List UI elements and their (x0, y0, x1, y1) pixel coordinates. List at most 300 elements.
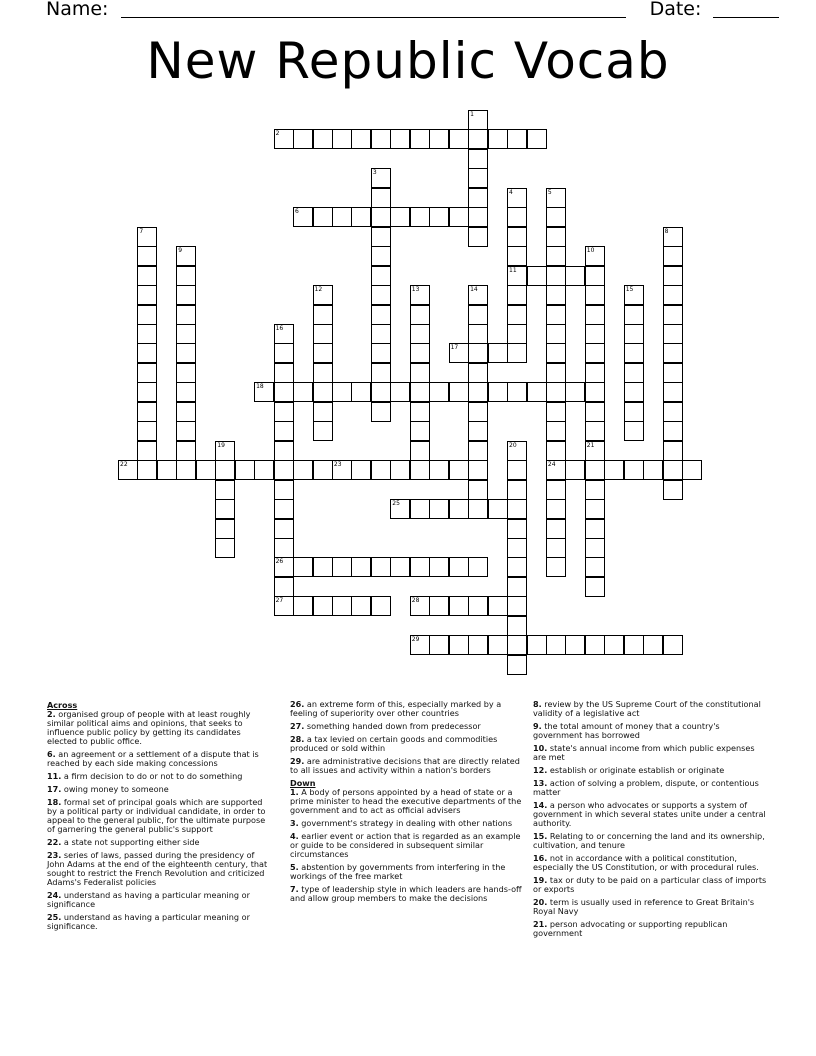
grid-cell[interactable] (585, 324, 605, 344)
grid-cell[interactable] (604, 635, 624, 655)
grid-cell[interactable] (215, 460, 235, 480)
grid-cell[interactable] (546, 343, 566, 363)
grid-cell[interactable] (663, 402, 683, 422)
grid-cell[interactable] (546, 324, 566, 344)
grid-cell[interactable] (351, 557, 371, 577)
grid-cell[interactable] (507, 305, 527, 325)
grid-cell[interactable] (274, 499, 294, 519)
grid-cell[interactable] (371, 168, 391, 188)
grid-cell[interactable] (137, 324, 157, 344)
grid-cell[interactable] (118, 460, 138, 480)
grid-cell[interactable] (410, 402, 430, 422)
grid-cell[interactable] (507, 129, 527, 149)
grid-cell[interactable] (390, 129, 410, 149)
grid-cell[interactable] (585, 402, 605, 422)
grid-cell[interactable] (507, 519, 527, 539)
grid-cell[interactable] (468, 324, 488, 344)
grid-cell[interactable] (274, 402, 294, 422)
grid-cell[interactable] (624, 421, 644, 441)
grid-cell[interactable] (410, 305, 430, 325)
grid-cell[interactable] (585, 635, 605, 655)
grid-cell[interactable] (332, 207, 352, 227)
grid-cell[interactable] (215, 499, 235, 519)
clue-number: 15 (625, 286, 634, 293)
clue-number: 9 (178, 247, 183, 255)
down-heading: Down (290, 778, 316, 788)
grid-cell[interactable] (429, 129, 449, 149)
grid-cell[interactable] (313, 363, 333, 383)
grid-cell[interactable] (624, 635, 644, 655)
grid-cell[interactable] (429, 382, 449, 402)
grid-cell[interactable] (643, 635, 663, 655)
grid-cell[interactable] (410, 635, 430, 655)
grid-cell[interactable] (137, 402, 157, 422)
grid-cell[interactable] (293, 460, 313, 480)
grid-cell[interactable] (546, 285, 566, 305)
grid-cell[interactable] (274, 557, 294, 577)
grid-cell[interactable] (371, 305, 391, 325)
grid-cell[interactable] (313, 402, 333, 422)
grid-cell[interactable] (274, 480, 294, 500)
grid-cell[interactable] (137, 460, 157, 480)
grid-cell[interactable] (585, 266, 605, 286)
grid-cell[interactable] (624, 363, 644, 383)
grid-cell[interactable] (410, 363, 430, 383)
grid-cell[interactable] (332, 557, 352, 577)
grid-cell[interactable] (488, 382, 508, 402)
grid-cell[interactable] (176, 363, 196, 383)
grid-cell[interactable] (390, 557, 410, 577)
grid-cell[interactable] (468, 343, 488, 363)
grid-cell[interactable] (585, 285, 605, 305)
grid-cell[interactable] (449, 382, 469, 402)
grid-cell[interactable] (371, 188, 391, 208)
grid-cell[interactable] (585, 460, 605, 480)
grid-cell[interactable] (507, 382, 527, 402)
grid-cell[interactable] (546, 635, 566, 655)
grid-cell[interactable] (176, 382, 196, 402)
grid-cell[interactable] (293, 596, 313, 616)
grid-cell[interactable] (429, 207, 449, 227)
grid-cell[interactable] (274, 324, 294, 344)
grid-cell[interactable] (624, 382, 644, 402)
grid-cell[interactable] (176, 402, 196, 422)
grid-cell[interactable] (137, 421, 157, 441)
grid-cell[interactable] (371, 207, 391, 227)
grid-cell[interactable] (663, 305, 683, 325)
down-clue-20: 20. term is usually used in reference to Great Britain's Royal Navy (533, 897, 755, 916)
grid-cell[interactable] (137, 382, 157, 402)
grid-cell[interactable] (546, 499, 566, 519)
grid-cell[interactable] (546, 519, 566, 539)
grid-cell[interactable] (176, 460, 196, 480)
grid-cell[interactable] (546, 207, 566, 227)
grid-cell[interactable] (371, 285, 391, 305)
grid-cell[interactable] (527, 129, 547, 149)
grid-cell[interactable] (682, 460, 702, 480)
grid-cell[interactable] (313, 305, 333, 325)
clue-number: 25 (392, 500, 400, 507)
grid-cell[interactable] (137, 227, 157, 247)
grid-cell[interactable] (137, 363, 157, 383)
grid-cell[interactable] (663, 363, 683, 383)
grid-cell[interactable] (507, 655, 527, 675)
grid-cell[interactable] (371, 596, 391, 616)
grid-cell[interactable] (176, 266, 196, 286)
grid-cell[interactable] (371, 382, 391, 402)
clue-number: 23 (333, 461, 342, 469)
grid-cell[interactable] (585, 305, 605, 325)
grid-cell[interactable] (663, 285, 683, 305)
grid-cell[interactable] (546, 227, 566, 247)
grid-cell[interactable] (585, 480, 605, 500)
grid-cell[interactable] (507, 499, 527, 519)
down-clue-8: 8. review by the US Supreme Court of the constitutional validity of a legislative act (533, 699, 761, 718)
grid-cell[interactable] (410, 343, 430, 363)
grid-cell[interactable] (468, 596, 488, 616)
grid-cell[interactable] (663, 343, 683, 363)
date-blank[interactable] (713, 1, 779, 18)
grid-cell[interactable] (332, 460, 352, 480)
clue-number: 26 (275, 558, 284, 566)
down-clue-3: 3. government's strategy in dealing with other nations (290, 818, 513, 828)
grid-cell[interactable] (468, 110, 488, 130)
grid-cell[interactable] (313, 324, 333, 344)
grid-cell[interactable] (137, 343, 157, 363)
grid-cell[interactable] (488, 596, 508, 616)
grid-cell[interactable] (176, 343, 196, 363)
grid-cell[interactable] (624, 285, 644, 305)
grid-cell[interactable] (215, 441, 235, 461)
grid-cell[interactable] (488, 635, 508, 655)
grid-cell[interactable] (663, 382, 683, 402)
grid-cell[interactable] (410, 441, 430, 461)
grid-cell[interactable] (293, 207, 313, 227)
grid-cell[interactable] (527, 635, 547, 655)
clue-number: 27 (275, 597, 284, 605)
grid-cell[interactable] (137, 266, 157, 286)
grid-cell[interactable] (293, 382, 313, 402)
grid-cell[interactable] (546, 305, 566, 325)
grid-cell[interactable] (313, 460, 333, 480)
grid-cell[interactable] (468, 402, 488, 422)
grid-cell[interactable] (468, 499, 488, 519)
grid-cell[interactable] (546, 382, 566, 402)
grid-cell[interactable] (468, 305, 488, 325)
down-clue-5: 5. abstention by governments from interfering in the workings of the free market (290, 862, 506, 881)
grid-cell[interactable] (507, 324, 527, 344)
across-clue-6: 6. an agreement or a settlement of a dispute that is reached by each side making concessions (47, 749, 259, 768)
grid-cell[interactable] (274, 382, 294, 402)
grid-cell[interactable] (507, 616, 527, 636)
grid-cell[interactable] (313, 207, 333, 227)
down-clue-21: 21. person advocating or supporting republican government (533, 919, 728, 938)
across-clue-27: 27. something handed down from predecessor (290, 721, 481, 731)
grid-cell[interactable] (663, 441, 683, 461)
grid-cell[interactable] (215, 519, 235, 539)
grid-cell[interactable] (293, 557, 313, 577)
grid-cell[interactable] (546, 266, 566, 286)
down-clue-13: 13. action of solving a problem, dispute, or contentious matter (533, 778, 759, 797)
grid-cell[interactable] (429, 557, 449, 577)
grid-cell[interactable] (663, 635, 683, 655)
grid-cell[interactable] (332, 596, 352, 616)
name-blank[interactable] (121, 1, 626, 18)
clue-number: 24 (547, 461, 556, 469)
grid-cell[interactable] (507, 557, 527, 577)
grid-cell[interactable] (371, 402, 391, 422)
grid-cell[interactable] (390, 382, 410, 402)
grid-cell[interactable] (390, 460, 410, 480)
grid-cell[interactable] (410, 596, 430, 616)
grid-cell[interactable] (585, 499, 605, 519)
grid-cell[interactable] (274, 441, 294, 461)
grid-cell[interactable] (565, 635, 585, 655)
grid-cell[interactable] (137, 305, 157, 325)
grid-cell[interactable] (663, 421, 683, 441)
grid-cell[interactable] (468, 635, 488, 655)
grid-cell[interactable] (585, 538, 605, 558)
grid-cell[interactable] (663, 227, 683, 247)
grid-cell[interactable] (663, 266, 683, 286)
grid-cell[interactable] (468, 227, 488, 247)
grid-cell[interactable] (624, 324, 644, 344)
grid-cell[interactable] (429, 499, 449, 519)
grid-cell[interactable] (546, 246, 566, 266)
grid-cell[interactable] (546, 557, 566, 577)
grid-cell[interactable] (468, 285, 488, 305)
grid-cell[interactable] (274, 596, 294, 616)
grid-cell[interactable] (488, 499, 508, 519)
grid-cell[interactable] (274, 421, 294, 441)
grid-cell[interactable] (546, 538, 566, 558)
grid-cell[interactable] (410, 324, 430, 344)
grid-cell[interactable] (215, 480, 235, 500)
grid-cell[interactable] (137, 441, 157, 461)
grid-cell[interactable] (643, 460, 663, 480)
grid-cell[interactable] (137, 246, 157, 266)
grid-cell[interactable] (274, 129, 294, 149)
grid-cell[interactable] (565, 460, 585, 480)
grid-cell[interactable] (468, 441, 488, 461)
grid-cell[interactable] (546, 421, 566, 441)
grid-cell[interactable] (507, 538, 527, 558)
grid-cell[interactable] (663, 460, 683, 480)
grid-cell[interactable] (176, 324, 196, 344)
grid-cell[interactable] (585, 441, 605, 461)
grid-cell[interactable] (565, 266, 585, 286)
grid-cell[interactable] (449, 460, 469, 480)
grid-cell[interactable] (507, 635, 527, 655)
down-clue-16: 16. not in accordance with a political constitution, especially the US Constitution, or with procedural rules. (533, 853, 759, 872)
grid-cell[interactable] (351, 596, 371, 616)
grid-cell[interactable] (468, 557, 488, 577)
grid-cell[interactable] (371, 324, 391, 344)
grid-cell[interactable] (254, 460, 274, 480)
grid-cell[interactable] (468, 168, 488, 188)
grid-cell[interactable] (410, 382, 430, 402)
grid-cell[interactable] (371, 363, 391, 383)
grid-cell[interactable] (585, 363, 605, 383)
grid-cell[interactable] (468, 129, 488, 149)
grid-cell[interactable] (410, 421, 430, 441)
grid-cell[interactable] (371, 129, 391, 149)
grid-cell[interactable] (585, 382, 605, 402)
grid-cell[interactable] (254, 382, 274, 402)
clue-number: 21 (586, 441, 595, 449)
grid-cell[interactable] (371, 266, 391, 286)
grid-cell[interactable] (410, 557, 430, 577)
grid-cell[interactable] (565, 382, 585, 402)
grid-cell[interactable] (313, 343, 333, 363)
grid-cell[interactable] (449, 557, 469, 577)
clue-number: 3 (372, 169, 377, 177)
grid-cell[interactable] (468, 421, 488, 441)
grid-cell[interactable] (313, 129, 333, 149)
grid-cell[interactable] (507, 480, 527, 500)
grid-cell[interactable] (332, 382, 352, 402)
clue-number: 19 (217, 441, 225, 449)
grid-cell[interactable] (468, 363, 488, 383)
clue-number: 16 (275, 324, 284, 332)
grid-cell[interactable] (176, 285, 196, 305)
grid-cell[interactable] (351, 382, 371, 402)
grid-cell[interactable] (488, 129, 508, 149)
grid-cell[interactable] (604, 460, 624, 480)
across-clue-25: 25. understand as having a particular meaning or significance. (47, 912, 250, 931)
grid-cell[interactable] (429, 596, 449, 616)
grid-cell[interactable] (663, 246, 683, 266)
grid-cell[interactable] (624, 343, 644, 363)
grid-cell[interactable] (176, 441, 196, 461)
grid-cell[interactable] (313, 382, 333, 402)
grid-cell[interactable] (313, 421, 333, 441)
grid-cell[interactable] (449, 596, 469, 616)
grid-cell[interactable] (585, 557, 605, 577)
grid-cell[interactable] (624, 460, 644, 480)
grid-cell[interactable] (585, 519, 605, 539)
grid-cell[interactable] (351, 460, 371, 480)
grid-cell[interactable] (585, 246, 605, 266)
grid-cell[interactable] (274, 519, 294, 539)
grid-cell[interactable] (449, 635, 469, 655)
down-clue-15: 15. Relating to or concerning the land and its ownership, cultivation, and tenure (533, 831, 765, 850)
grid-cell[interactable] (507, 188, 527, 208)
grid-cell[interactable] (546, 460, 566, 480)
grid-cell[interactable] (429, 635, 449, 655)
grid-cell[interactable] (176, 421, 196, 441)
grid-cell[interactable] (313, 557, 333, 577)
grid-cell[interactable] (313, 596, 333, 616)
grid-cell[interactable] (332, 129, 352, 149)
grid-cell[interactable] (176, 305, 196, 325)
down-clue-14: 14. a person who advocates or supports a system of government in which several states unite under a central authority. (533, 800, 766, 828)
grid-cell[interactable] (663, 480, 683, 500)
grid-cell[interactable] (390, 207, 410, 227)
grid-cell[interactable] (624, 402, 644, 422)
grid-cell[interactable] (507, 266, 527, 286)
grid-cell[interactable] (449, 129, 469, 149)
grid-cell[interactable] (507, 227, 527, 247)
grid-cell[interactable] (274, 460, 294, 480)
grid-cell[interactable] (137, 285, 157, 305)
grid-cell[interactable] (410, 285, 430, 305)
grid-cell[interactable] (196, 460, 216, 480)
grid-cell[interactable] (176, 246, 196, 266)
grid-cell[interactable] (468, 460, 488, 480)
grid-cell[interactable] (468, 480, 488, 500)
grid-cell[interactable] (468, 382, 488, 402)
grid-cell[interactable] (507, 577, 527, 597)
grid-cell[interactable] (449, 499, 469, 519)
grid-cell[interactable] (507, 246, 527, 266)
grid-cell[interactable] (371, 227, 391, 247)
grid-cell[interactable] (390, 499, 410, 519)
grid-cell[interactable] (468, 188, 488, 208)
grid-cell[interactable] (507, 285, 527, 305)
grid-cell[interactable] (410, 460, 430, 480)
grid-cell[interactable] (410, 207, 430, 227)
grid-cell[interactable] (274, 343, 294, 363)
grid-cell[interactable] (546, 441, 566, 461)
grid-cell[interactable] (157, 460, 177, 480)
date-label: Date: (649, 0, 702, 20)
grid-cell[interactable] (235, 460, 255, 480)
grid-cell[interactable] (585, 577, 605, 597)
down-clue-10: 10. state's annual income from which public expenses are met (533, 743, 755, 762)
grid-cell[interactable] (585, 421, 605, 441)
grid-cell[interactable] (546, 188, 566, 208)
grid-cell[interactable] (449, 343, 469, 363)
grid-cell[interactable] (351, 207, 371, 227)
clue-number: 17 (450, 344, 459, 352)
grid-cell[interactable] (546, 363, 566, 383)
grid-cell[interactable] (468, 207, 488, 227)
grid-cell[interactable] (371, 246, 391, 266)
grid-cell[interactable] (410, 499, 430, 519)
grid-cell[interactable] (507, 343, 527, 363)
grid-cell[interactable] (313, 285, 333, 305)
grid-cell[interactable] (410, 129, 430, 149)
grid-cell[interactable] (624, 305, 644, 325)
grid-cell[interactable] (274, 538, 294, 558)
grid-cell[interactable] (507, 596, 527, 616)
grid-cell[interactable] (429, 460, 449, 480)
grid-cell[interactable] (468, 149, 488, 169)
grid-cell[interactable] (663, 324, 683, 344)
grid-cell[interactable] (371, 460, 391, 480)
grid-cell[interactable] (488, 343, 508, 363)
clue-number: 8 (664, 227, 669, 235)
grid-cell[interactable] (371, 343, 391, 363)
grid-cell[interactable] (507, 207, 527, 227)
grid-cell[interactable] (585, 343, 605, 363)
grid-cell[interactable] (274, 363, 294, 383)
grid-cell[interactable] (371, 557, 391, 577)
grid-cell[interactable] (507, 441, 527, 461)
grid-cell[interactable] (527, 382, 547, 402)
grid-cell[interactable] (507, 460, 527, 480)
grid-cell[interactable] (274, 577, 294, 597)
clue-number: 6 (295, 208, 299, 216)
grid-cell[interactable] (293, 129, 313, 149)
grid-cell[interactable] (527, 266, 547, 286)
grid-cell[interactable] (546, 480, 566, 500)
grid-cell[interactable] (215, 538, 235, 558)
grid-cell[interactable] (546, 402, 566, 422)
grid-cell[interactable] (449, 207, 469, 227)
grid-cell[interactable] (351, 129, 371, 149)
